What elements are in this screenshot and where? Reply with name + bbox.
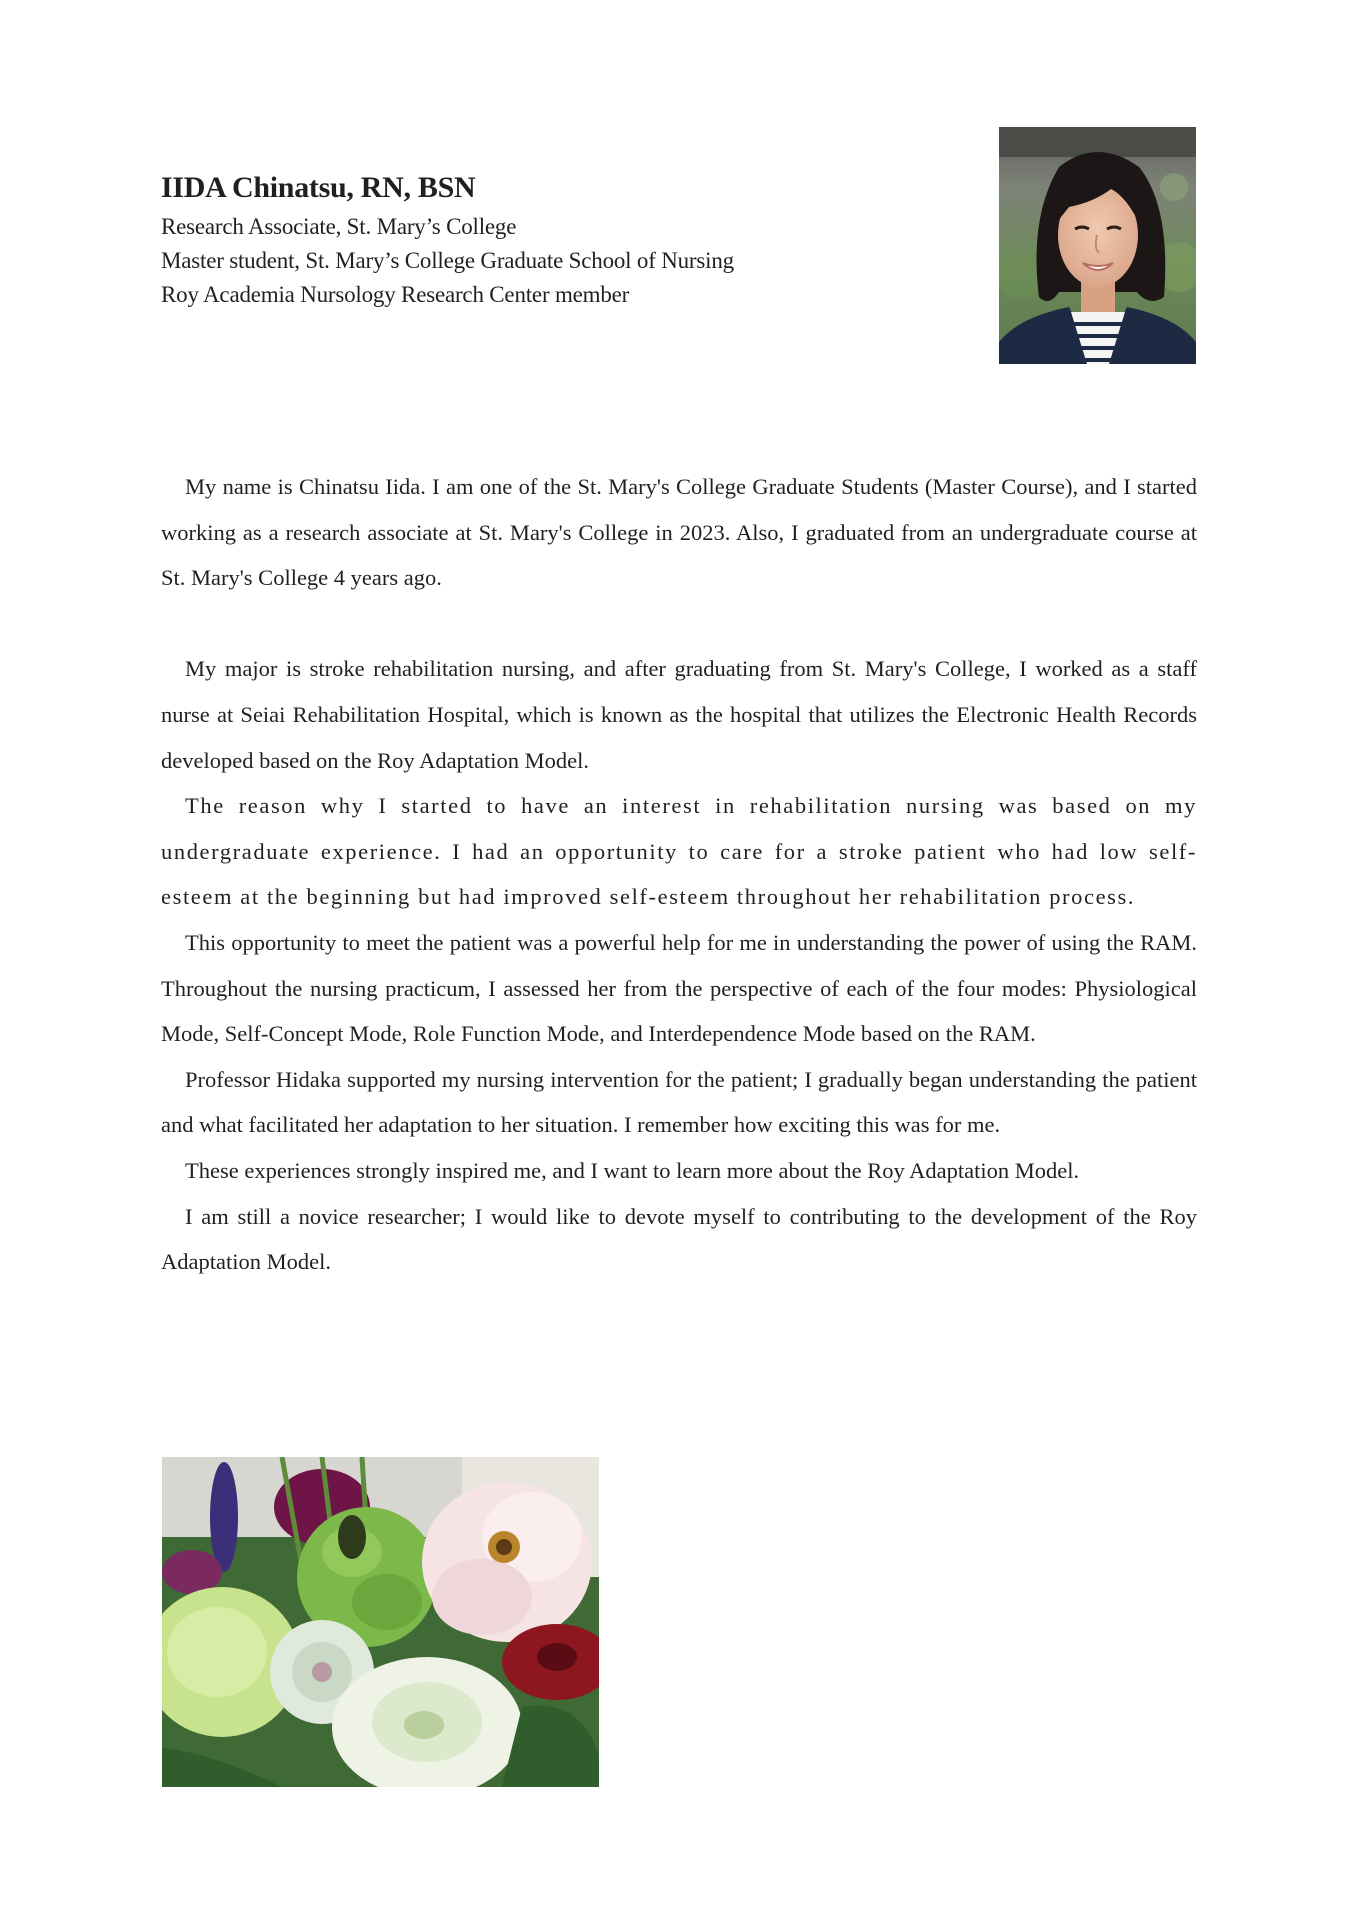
- profile-header: [161, 170, 861, 312]
- biography-paragraph: These experiences strongly inspired me, and I want to learn more about the Roy Adaptation Model.: [185, 1157, 1080, 1183]
- affiliation-line: Research Associate, St. Mary’s College: [161, 214, 517, 239]
- biography-paragraph: My name is Chinatsu Iida. I am one of the St. Mary's College Graduate Students (Master Course), and I started working as a research associate at St. Mary's College in 2023. Also, I graduated from an undergraduate course at St. Mary's College 4 years ago.: [161, 474, 1197, 591]
- affiliation-line: Roy Academia Nursology Research Center member: [161, 282, 630, 307]
- portrait-photo: [999, 127, 1196, 364]
- paragraph-spacer: [161, 601, 1197, 647]
- portrait-illustration: [999, 127, 1196, 364]
- profile-name: IIDA Chinatsu, RN, BSN: [161, 171, 476, 204]
- biography-paragraph: I am still a novice researcher; I would like to devote myself to contributing to the development of the Roy Adaptation Model.: [161, 1203, 1197, 1275]
- biography-body: [161, 464, 1197, 1285]
- biography-paragraph: This opportunity to meet the patient was a powerful help for me in understanding the power of using the RAM. Throughout the nursing practicum, I assessed her from the perspective of each of the four modes: Physiological Mode, Self-Concept Mode, Role Function Mode, and Interdependence Mode based on the RAM.: [161, 929, 1197, 1047]
- biography-paragraph: My major is stroke rehabilitation nursing, and after graduating from St. Mary's College, I worked as a staff nurse at Seiai Rehabilitation Hospital, which is known as the hospital that utilizes the Electronic Health Records developed based on the Roy Adaptation Model.: [161, 656, 1197, 773]
- flower-bouquet-photo: [162, 1457, 599, 1787]
- biography-paragraph: Professor Hidaka supported my nursing intervention for the patient; I gradually began understanding the patient and what facilitated her adaptation to her situation. I remember how exciting this was for me.: [161, 1066, 1197, 1138]
- flower-illustration: [162, 1457, 599, 1787]
- biography-paragraph: The reason why I started to have an interest in rehabilitation nursing was based on my undergraduate experience. I had an opportunity to care for a stroke patient who had low self-esteem at the beginning but had improved self-esteem throughout her rehabilitation process.: [161, 793, 1197, 910]
- affiliation-line: Master student, St. Mary’s College Graduate School of Nursing: [161, 248, 734, 273]
